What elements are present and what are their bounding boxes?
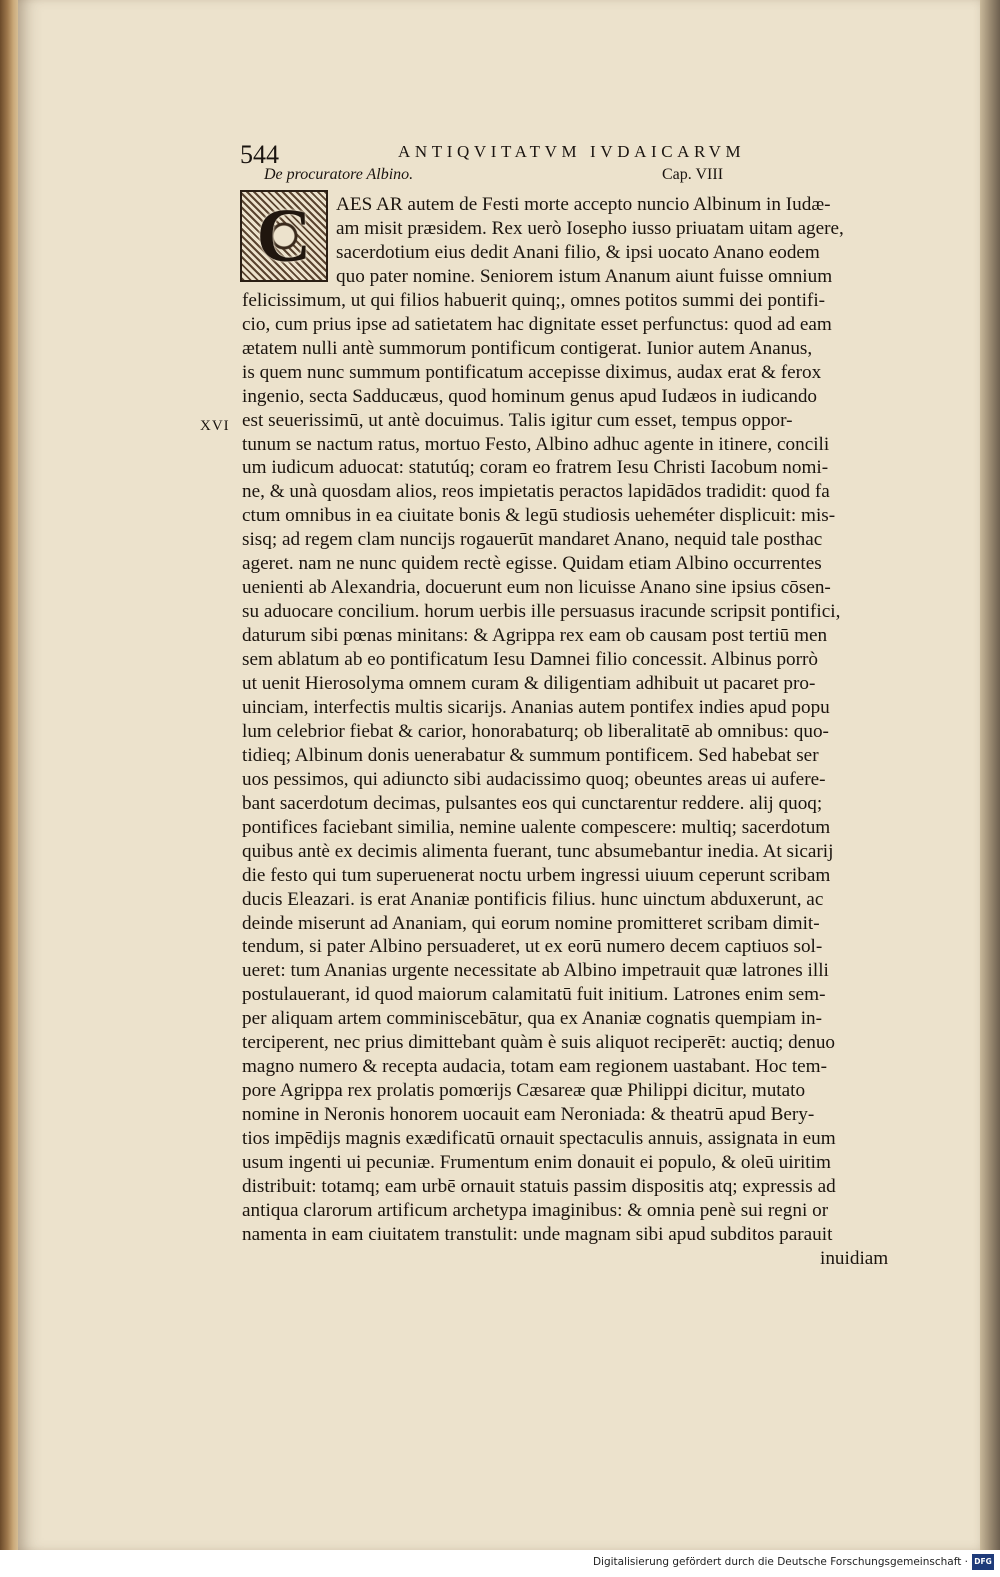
initial-letter: C (256, 194, 312, 278)
text-line: quibus antè ex decimis alimenta fuerant, tunc absumebantur inedia. At sicarij (242, 840, 834, 862)
text-line: ducis Eleazari. is erat Ananiæ pontificis filius. hunc uinctum abduxerunt, ac (242, 888, 824, 910)
marginal-note: XVI (200, 418, 230, 434)
text-line: ut uenit Hierosolyma omnem curam & diligentiam adhibuit ut pacaret pro- (242, 673, 816, 694)
section-subhead: De procuratore Albino. (264, 166, 414, 183)
text-line: uinciam, interfectis multis sicarijs. Ananias autem pontifex indies apud popu (242, 696, 830, 718)
text-line: nomine in Neronis honorem uocauit eam Neroniada: & theatrū apud Bery- (242, 1104, 815, 1126)
text-line: postulauerant, id quod maiorum calamitatū fuit initium. Latrones enim sem- (242, 984, 826, 1006)
text-line: est seuerissimū, ut antè docuimus. Talis igitur cum esset, tempus oppor- (242, 409, 793, 431)
funding-notice: Digitalisierung gefördert durch die Deutsche Forschungsgemeinschaft · (592, 1556, 968, 1568)
text-line: ctum omnibus in ea ciuitate bonis & legū studiosis ueheméter displicuit: mis- (242, 505, 836, 527)
text-line: is quem nunc summum pontificatum accepisse diximus, audax erat & ferox (242, 361, 822, 383)
text-line: um iudicum aduocat: statutúq; coram eo fratrem Iesu Christi Iacobum nomi- (242, 457, 829, 479)
decorated-initial (240, 190, 328, 282)
text-line: tunum se nactum ratus, mortuo Festo, Albino adhuc agente in itinere, concili (242, 433, 830, 455)
text-line: distribuit: totamq; eam urbē ornauit statuis passim dispositis atq; expressis ad (242, 1175, 836, 1197)
text-line: uos pessimos, qui adiuncto sibi audacissimo quoq; obeuntes areas ui aufere- (242, 768, 826, 790)
page-fore-edge (980, 0, 1000, 1550)
text-line: tidieq; Albinum donis uenerabatur & summum pontificem. Sed habebat ser (242, 744, 819, 766)
text-line: AES AR autem de Festi morte accepto nuncio Albinum in Iudæ- (336, 194, 831, 215)
text-line: usum ingenti ui pecuniæ. Frumentum enim donauit ei populo, & oleū uiritim (242, 1152, 831, 1173)
text-line: bant sacerdotum decimas, pulsantes eos qui cunctarentur reddere. alij quoq; (242, 792, 823, 814)
text-line: pontifices faciebant similia, nemine ualente compescere: multiq; sacerdotum (242, 816, 831, 838)
chapter-label: Cap. VIII (662, 166, 724, 183)
text-line: felicissimum, ut qui filios habuerit quinq;, omnes potitos summi dei pontifi- (242, 289, 826, 311)
text-line: die festo qui tum superuenerat noctu urbem ingressi uiuum ceperunt scribam (242, 864, 831, 886)
text-line: quo pater nomine. Seniorem istum Ananum aiunt fuisse omnium (336, 265, 833, 287)
catchword: inuidiam (820, 1247, 889, 1269)
text-line: magno numero & recepta audacia, totam eam regionem uastabant. Hoc tem- (242, 1056, 827, 1078)
text-line: terciperent, nec prius dimittebant quàm è suis aliquot reciperēt: auctiq; denuo (242, 1032, 836, 1054)
text-line: antiqua clarorum artificum archetypa imaginibus: & omnia penè sui regni or (242, 1199, 829, 1221)
text-line: ageret. nam ne nunc quidem rectè egisse. Quidam etiam Albino occurrentes (242, 553, 822, 575)
text-line: ætatem nulli antè summorum pontificum contigerat. Iunior autem Ananus, (242, 337, 813, 359)
text-line: sacerdotium eius dedit Anani filio, & ipsi uocato Anano eodem (336, 241, 820, 263)
text-line: sisq; ad regem clam nuncijs rogauerūt mandaret Anano, nequid tale posthac (242, 529, 823, 551)
text-line: lum celebrior fiebat & carior, honorabaturq; ob liberalitatē ab omnibus: quo- (242, 720, 829, 742)
page-number: 544 (240, 140, 279, 169)
text-line: cio, cum prius ipse ad satietatem hac dignitate esset perfunctus: quod ad eam (242, 313, 832, 335)
text-line: tios impēdijs magnis exædificatū ornauit spectaculis annuis, assignata in eum (242, 1128, 836, 1150)
text-line: uenienti ab Alexandria, docuerunt eum non licuisse Anano sine ipsius cōsen- (242, 577, 831, 599)
text-line: deinde miserunt ad Ananiam, qui eorum nomine promitteret scribam dimit- (242, 912, 820, 934)
text-line: namenta in eam ciuitatem transtulit: unde magnam sibi apud subditos parauit (242, 1223, 833, 1245)
text-line: am misit præsidem. Rex uerò Iosepho iusso priuatam uitam agere, (336, 217, 844, 239)
text-line: pore Agrippa rex prolatis pomœrijs Cæsareæ quæ Philippi dicitur, mutato (242, 1080, 806, 1102)
text-line: per aliquam artem comminiscebātur, qua ex Ananiæ cognatis quempiam in- (242, 1008, 823, 1030)
text-line: daturum sibi pœnas minitans: & Agrippa rex eam ob causam post tertiū men (242, 625, 828, 647)
text-line: su aduocare concilium. horum uerbis ille persuasus iracunde scripsit pontifici, (242, 601, 841, 623)
text-line: ingenio, secta Sadducæus, quod hominum genus apud Iudæos in iudicando (242, 385, 818, 407)
text-line: ne, & unà quosdam alios, reos impietatis peractos lapidādos tradidit: quod fa (242, 481, 830, 503)
dfg-logo: DFG (972, 1554, 994, 1570)
running-title: ANTIQVITATVM IVDAICARVM (398, 142, 746, 161)
text-line: sem ablatum ab eo pontificatum Iesu Damnei filio concessit. Albinus porrò (242, 649, 819, 671)
text-line: tendum, si pater Albino persuaderet, ut ex eorū numero decem captiuos sol- (242, 936, 823, 958)
text-line: ueret: tum Ananias urgente necessitate ab Albino impetrauit quæ latrones illi (242, 960, 829, 982)
